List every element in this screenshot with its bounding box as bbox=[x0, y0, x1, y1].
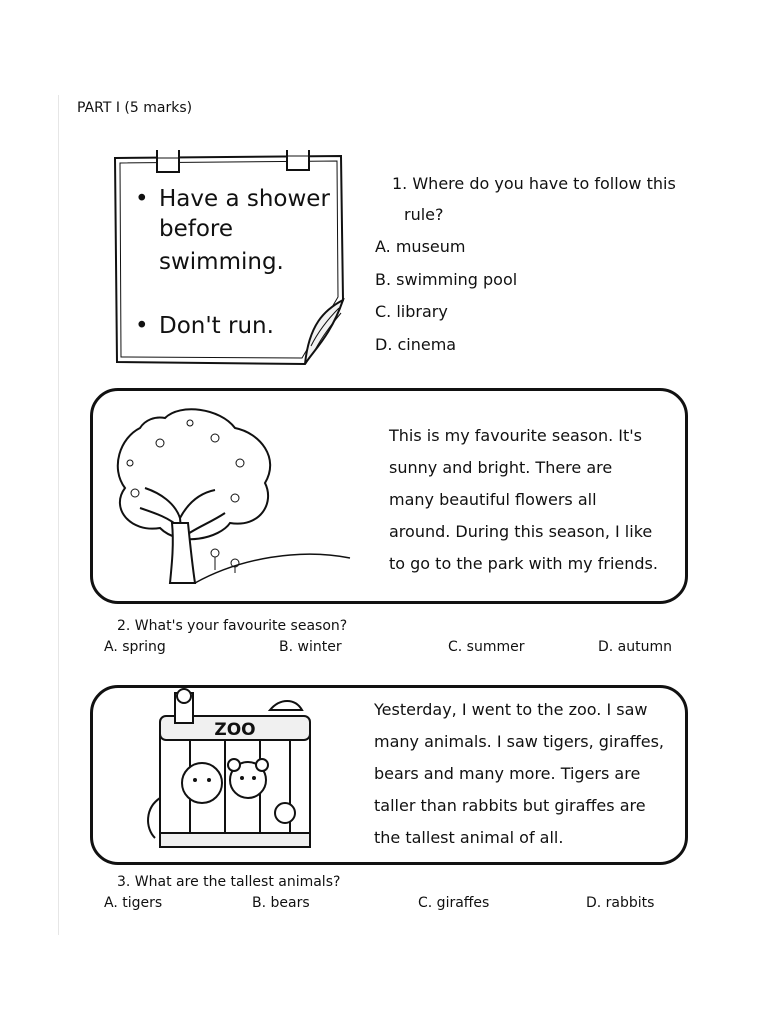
tape-left bbox=[157, 150, 179, 172]
q3-option-d[interactable]: D. rabbits bbox=[586, 895, 655, 911]
q2-option-b[interactable]: B. winter bbox=[279, 639, 342, 655]
q2-option-c[interactable]: C. summer bbox=[448, 639, 525, 655]
passage-line: many beautiful flowers all bbox=[389, 490, 597, 509]
passage-line: many animals. I saw tigers, giraffes, bbox=[374, 732, 665, 751]
q1-option-b[interactable]: B. swimming pool bbox=[375, 270, 518, 289]
tree-illustration bbox=[100, 398, 370, 598]
note-line: swimming. bbox=[159, 249, 284, 275]
q1-option-d[interactable]: D. cinema bbox=[375, 335, 457, 354]
passage-line: around. During this season, I like bbox=[389, 522, 653, 541]
note-bullet-2: • Don't run. bbox=[135, 313, 274, 339]
passage-2 bbox=[374, 694, 664, 854]
note-bullet-1: • Have a shower bbox=[135, 186, 330, 212]
passage-1 bbox=[389, 420, 658, 580]
passage-line: to go to the park with my friends. bbox=[389, 554, 658, 573]
passage-line: the tallest animal of all. bbox=[374, 828, 564, 847]
tape-right bbox=[287, 150, 309, 170]
passage-line: bears and many more. Tigers are bbox=[374, 764, 641, 783]
zoo-sign: ZOO bbox=[214, 720, 256, 740]
part-title: PART I (5 marks) bbox=[77, 100, 193, 116]
question-3-text: 3. What are the tallest animals? bbox=[117, 874, 341, 890]
q3-option-b[interactable]: B. bears bbox=[252, 895, 310, 911]
q2-option-a[interactable]: A. spring bbox=[104, 639, 166, 655]
q1-option-a[interactable]: A. museum bbox=[375, 237, 466, 256]
passage-line: sunny and bright. There are bbox=[389, 458, 613, 477]
question-1-text: 1. Where do you have to follow this bbox=[392, 174, 676, 193]
q3-option-a[interactable]: A. tigers bbox=[104, 895, 163, 911]
q1-option-c[interactable]: C. library bbox=[375, 302, 448, 321]
q3-option-c[interactable]: C. giraffes bbox=[418, 895, 490, 911]
note-line: before bbox=[159, 216, 234, 242]
passage-line: This is my favourite season. It's bbox=[389, 426, 642, 445]
passage-line: taller than rabbits but giraffes are bbox=[374, 796, 646, 815]
page-margin-line bbox=[58, 95, 59, 935]
question-1-text-cont: rule? bbox=[404, 205, 444, 224]
question-2-text: 2. What's your favourite season? bbox=[117, 618, 348, 634]
passage-line: Yesterday, I went to the zoo. I saw bbox=[374, 700, 648, 719]
zoo-illustration bbox=[140, 688, 330, 858]
q2-option-d[interactable]: D. autumn bbox=[598, 639, 673, 655]
